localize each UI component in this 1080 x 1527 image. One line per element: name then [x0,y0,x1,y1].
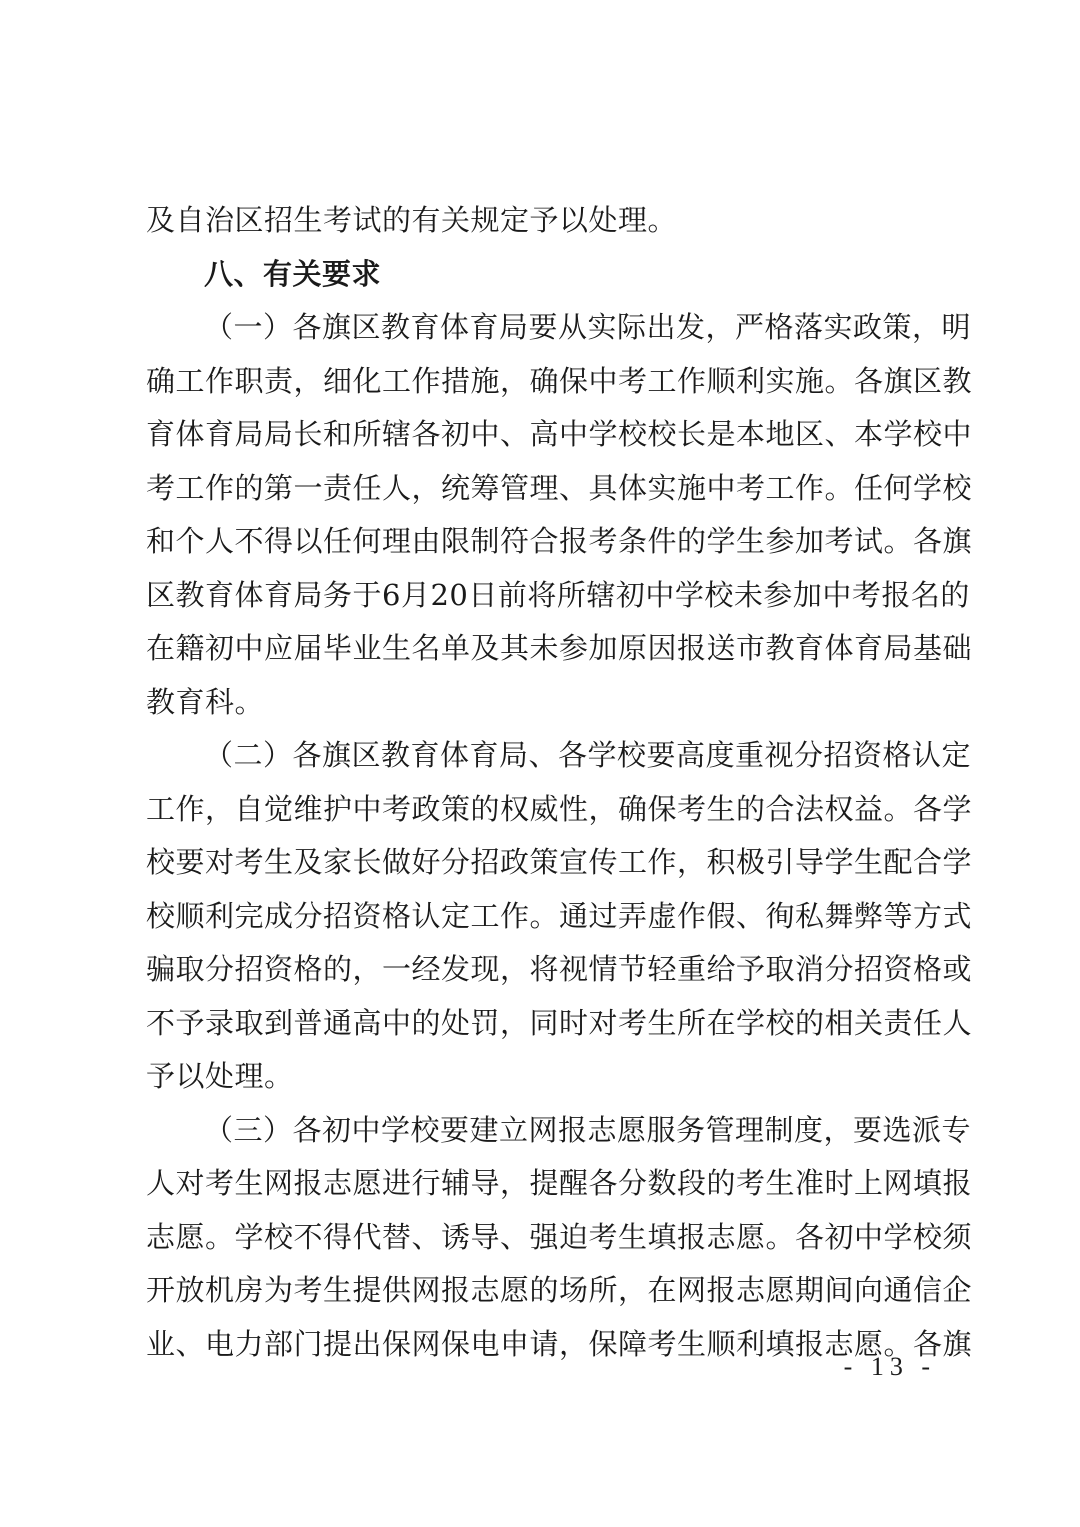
text-line: 予以处理。 [146,1059,294,1093]
text-line: 考工作的第一责任人，统筹管理、具体实施中考工作。任何学校 [146,470,973,505]
body-text [146,194,973,1371]
text-line: 不予录取到普通高中的处罚，同时对考生所在学校的相关责任人 [146,1005,973,1040]
text-line: 人对考生网报志愿进行辅导，提醒各分数段的考生准时上网填报 [146,1166,973,1200]
page-number: - 13 - [843,1352,936,1381]
text-line: 在籍初中应届毕业生名单及其未参加原因报送市教育体育局基础 [146,631,973,665]
text-line: 骗取分招资格的，一经发现，将视情节轻重给予取消分招资格或 [146,952,973,986]
text-line: 开放机房为考生提供网报志愿的场所，在网报志愿期间向通信企 [146,1273,973,1307]
text-line: 校要对考生及家长做好分招政策宣传工作，积极引导学生配合学 [146,845,973,879]
text-line: 和个人不得以任何理由限制符合报考条件的学生参加考试。各旗 [146,524,973,558]
section-heading: 八、有关要求 [204,256,382,291]
text-line: 志愿。学校不得代替、诱导、强迫考生填报志愿。各初中学校须 [146,1219,973,1254]
paragraph-start-line: （一）各旗区教育体育局要从实际出发，严格落实政策，明 [204,310,972,344]
paragraph-start-line: （三）各初中学校要建立网报志愿服务管理制度，要选派专 [204,1112,972,1147]
paragraph-start-line: （二）各旗区教育体育局、各学校要高度重视分招资格认定 [204,738,972,772]
text-line: 区教育体育局务于6月20日前将所辖初中学校未参加中考报名的 [146,577,970,612]
text-line: 及自治区招生考试的有关规定予以处理。 [146,203,678,237]
text-line: 教育科。 [146,684,265,719]
text-line: 业、电力部门提出保网保电申请，保障考生顺利填报志愿。各旗 [146,1326,973,1361]
text-line: 校顺利完成分招资格认定工作。通过弄虚作假、徇私舞弊等方式 [146,898,973,933]
text-line: 工作，自觉维护中考政策的权威性，确保考生的合法权益。各学 [146,791,973,826]
text-line: 育体育局局长和所辖各初中、高中学校校长是本地区、本学校中 [146,417,973,451]
text-line: 确工作职责，细化工作措施，确保中考工作顺利实施。各旗区教 [146,363,973,398]
